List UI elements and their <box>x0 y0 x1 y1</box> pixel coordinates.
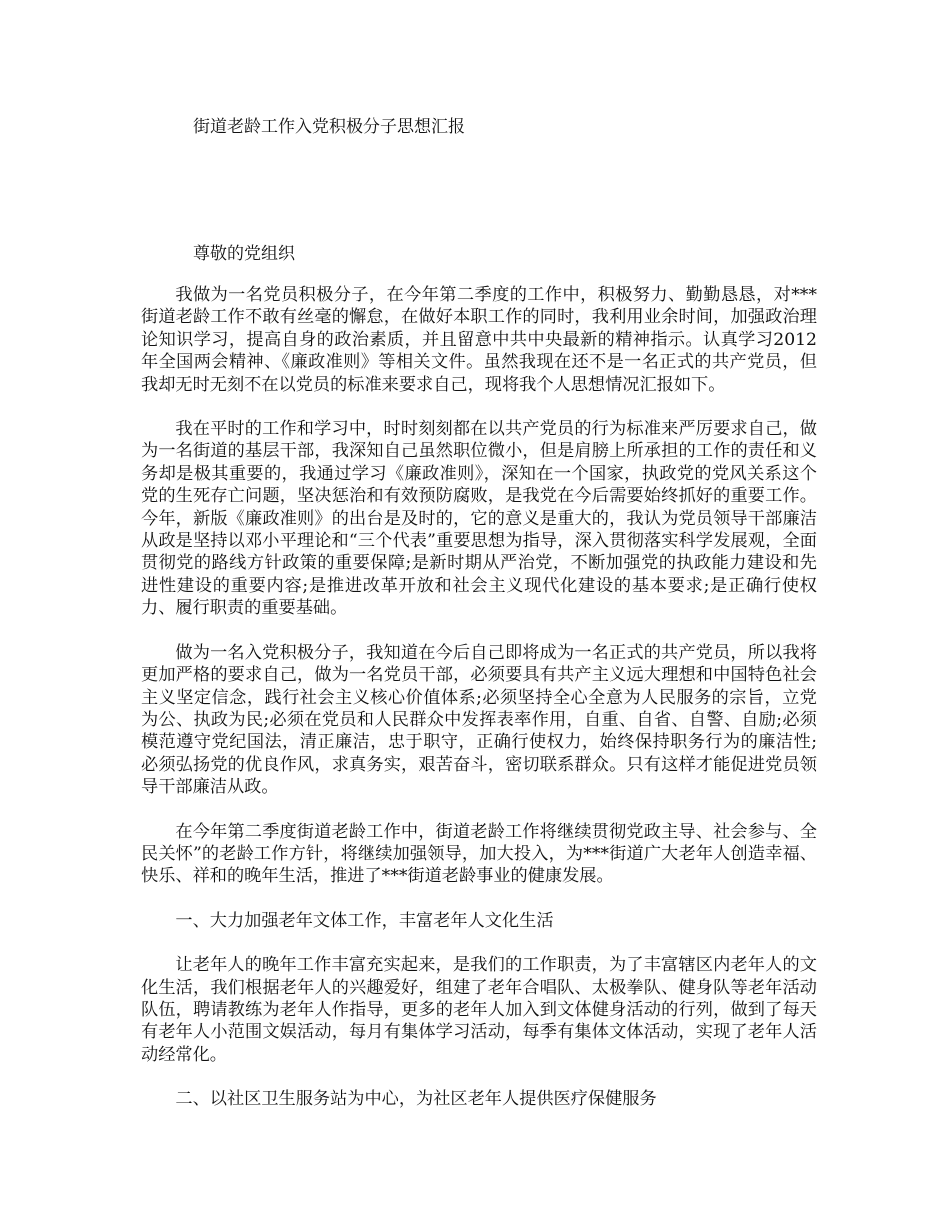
paragraph-work-summary: 在今年第二季度街道老龄工作中，街道老龄工作将继续贯彻党政主导、社会参与、全民关怀”的老龄工作方针，将继续加强领导，加大投入，为***街道广大老年人创造幸福、快乐、祥和的晚年生活，推进了***街道老龄事业的健康发展。 <box>141 821 817 887</box>
section-heading-2: 二、以社区卫生服务站为中心，为社区老年人提供医疗保健服务 <box>175 1089 657 1110</box>
paragraph-section-1: 让老年人的晚年工作丰富充实起来，是我们的工作职责，为了丰富辖区内老年人的文化生活，我们根据老年人的兴趣爱好，组建了老年合唱队、太极拳队、健身队等老年活动队伍，聘请教练为老年人作指导，更多的老年人加入到文体健身活动的行列，做到了每天有老年人小范围文娱活动，每月有集体学习活动，每季有集体文体活动，实现了老年人活动经常化。 <box>141 955 817 1065</box>
paragraph-study: 我在平时的工作和学习中，时时刻刻都在以共产党员的行为标准来严厉要求自己，做为一名街道的基层干部，我深知自己虽然职位微小，但是肩膀上所承担的工作的责任和义务却是极其重要的，我通过学习《廉政准则》，深知在一个国家，执政党的党风关系这个党的生死存亡问题，坚决惩治和有效预防腐败，是我党在今后需要始终抓好的重要工作。今年，新版《廉政准则》的出台是及时的，它的意义是重大的，我认为党员领导干部廉洁从政是坚持以邓小平理论和“三个代表”重要思想为指导，深入贯彻落实科学发展观，全面贯彻党的路线方针政策的重要保障;是新时期从严治党，不断加强党的执政能力建设和先进性建设的重要内容;是推进改革开放和社会主义现代化建设的基本要求;是正确行使权力、履行职责的重要基础。 <box>141 419 817 619</box>
paragraph-intro: 我做为一名党员积极分子，在今年第二季度的工作中，积极努力、勤勤恳恳，对***街道老龄工作不敢有丝毫的懈怠，在做好本职工作的同时，我利用业余时间，加强政治理论知识学习，提高自身的政治素质，并且留意中共中央最新的精神指示。认真学习2012年全国两会精神、《廉政准则》等相关文件。虽然我现在还不是一名正式的共产党员，但我却无时无刻不在以党员的标准来要求自己，现将我个人思想情况汇报如下。 <box>141 285 817 395</box>
section-heading-1: 一、大力加强老年文体工作，丰富老年人文化生活 <box>175 910 554 931</box>
paragraph-commitment: 做为一名入党积极分子，我知道在今后自己即将成为一名正式的共产党员，所以我将更加严格的要求自己，做为一名党员干部，必须要具有共产主义远大理想和中国特色社会主义坚定信念，践行社会主义核心价值体系;必须坚持全心全意为人民服务的宗旨，立党为公、执政为民;必须在党员和人民群众中发挥表率作用，自重、自省、自警、自励;必须模范遵守党纪国法，清正廉洁，忠于职守，正确行使权力，始终保持职务行为的廉洁性;必须弘扬党的优良作风，求真务实，艰苦奋斗，密切联系群众。只有这样才能促进党员领导干部廉洁从政。 <box>141 642 817 798</box>
document-title: 街道老龄工作入党积极分子思想汇报 <box>193 117 465 137</box>
salutation: 尊敬的党组织 <box>193 244 295 264</box>
document-body <box>141 284 817 1133</box>
